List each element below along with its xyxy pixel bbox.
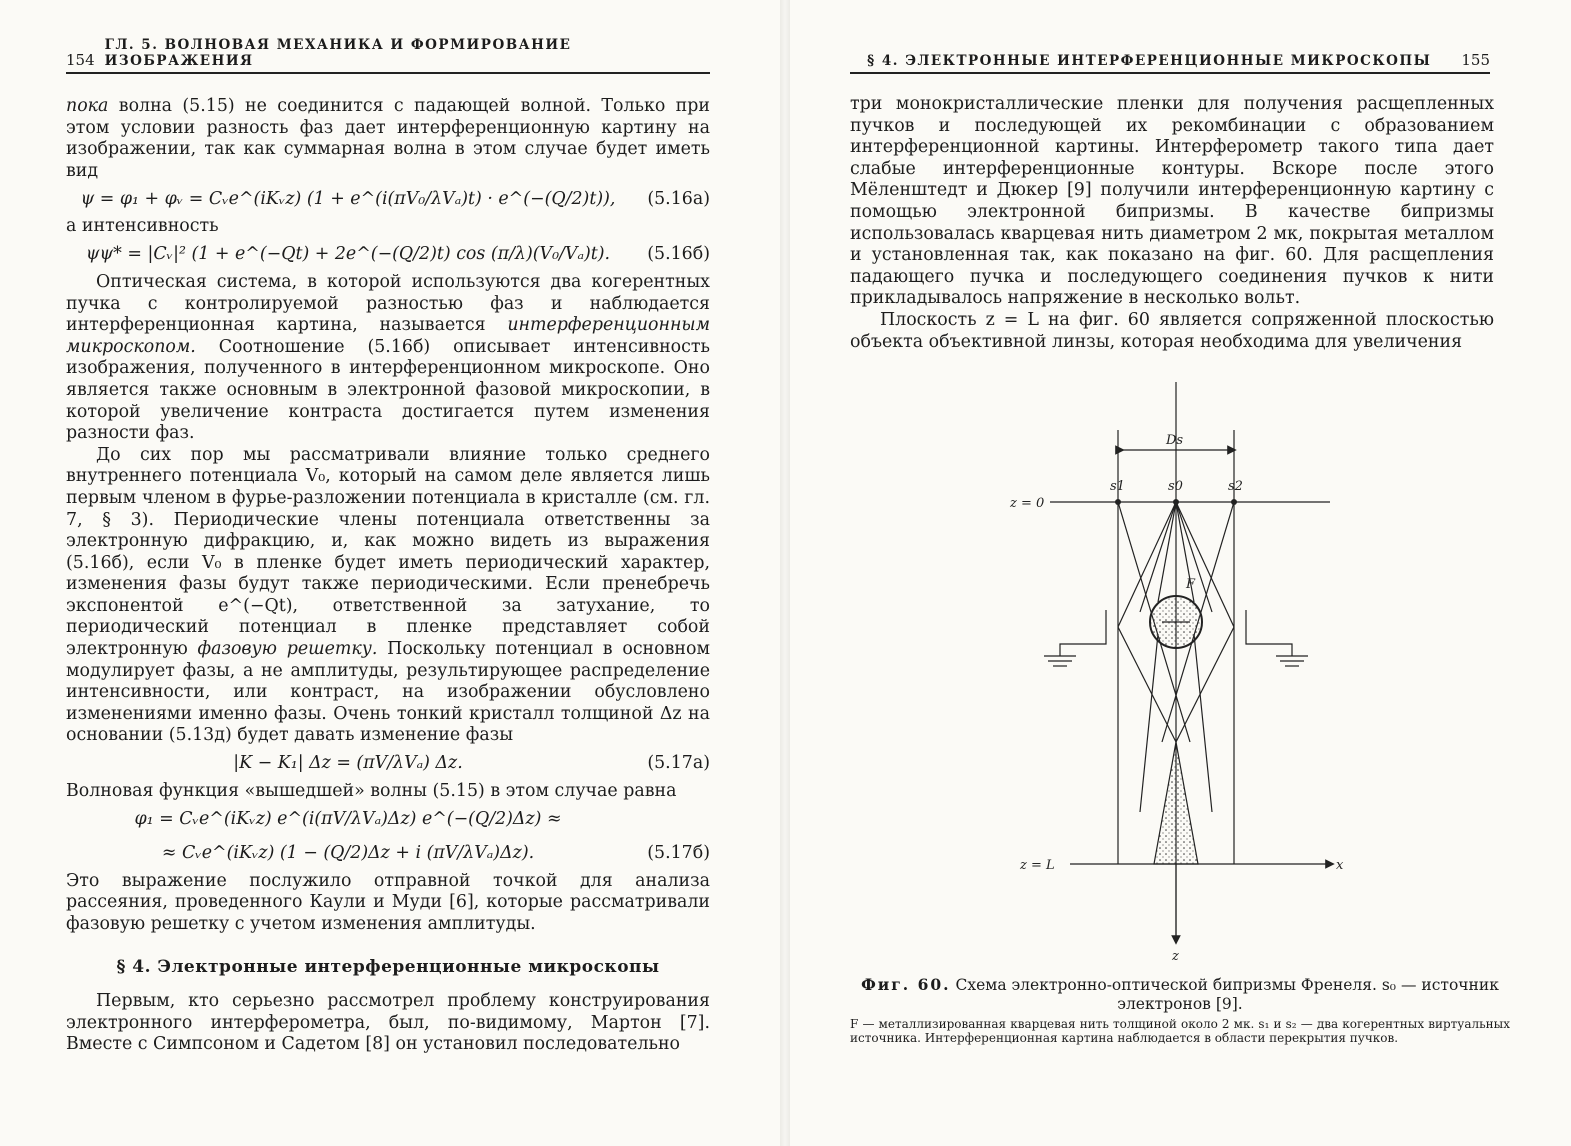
paragraph-text: Поскольку потенциал в основном модулирует фазы, а не амплитуды, результирующее распределение интенсивности, или контраст, на изображении обусловлено изменениями именно фазы. Очень тонкий кристалл толщиной Δz на основании (5.13д) будет давать изменение фазы [66, 639, 710, 746]
running-head-right [850, 46, 1490, 74]
paragraph [66, 272, 710, 445]
italic-term: фазовую решетку. [197, 639, 378, 660]
paragraph [66, 445, 710, 747]
paragraph: а интенсивность [66, 216, 219, 237]
left-page [0, 0, 780, 1146]
equation-5-16a [66, 182, 710, 216]
equation-formula: φ₁ = Cᵥe^(iKᵥz) e^(i(πV/λVₐ)Δz) e^(−(Q/2)Δz) ≈ [134, 808, 562, 829]
source-s0 [1173, 499, 1179, 505]
equation-formula: |K − K₁| Δz = (πV/λVₐ) Δz. [233, 753, 463, 774]
source-s1 [1115, 499, 1121, 505]
left-body-text [66, 96, 710, 1056]
label-z0: z = 0 [1010, 496, 1045, 511]
paragraph-text: До сих пор мы рассматривали влияние только среднего внутреннего потенциала V₀, который на самом деле является лишь первым членом в фурье-разложении потенциала в кристалле (см. гл. 7, § 3). Периодические члены потенциала ответственны за электронную дифракцию, и, как можно видеть из выражения (5.16б), если V₀ в пленке будет иметь периодический характер, изменения фазы будут также периодическими. Если пренебречь экспонентой e^(−Qt), ответственной за затухание, то периодический потенциал в пленке представляет собой электронную [66, 444, 710, 660]
label-F: F [1186, 577, 1196, 592]
section-title: § 4. Электронные интерференционные микроскопы [116, 957, 660, 978]
label-s1: s1 [1110, 479, 1125, 494]
equation-number: (5.16а) [647, 188, 710, 209]
figure-caption [850, 975, 1510, 1014]
page-number-right: 155 [1461, 51, 1490, 69]
biprism-figure [990, 372, 1410, 972]
equation-number: (5.17б) [647, 842, 710, 863]
label-Ds: Ds [1166, 433, 1184, 448]
paragraph-text: волна (5.15) не соединится с падающей волной. Только при этом условии разность фаз дает интерференционную картину на изображении, так как суммарная волна в этом случае будет иметь вид [66, 96, 710, 181]
label-z: z [1172, 949, 1179, 964]
figure-label: Фиг. 60. [861, 975, 951, 994]
paragraph: Волновая функция «вышедшей» волны (5.15) в этом случае равна [66, 781, 677, 802]
paragraph-text: Оптическая система, в которой используются два когерентных пучка с контролируемой разностью фаз и наблюдается интерференционная картина, называется [66, 271, 710, 336]
paragraph [66, 96, 710, 182]
label-s2: s2 [1228, 479, 1243, 494]
page-number-left: 154 [66, 51, 95, 69]
equation-5-17a [66, 747, 710, 781]
running-head-left [66, 37, 710, 74]
running-head-right-title: § 4. ЭЛЕКТРОННЫЕ ИНТЕРФЕРЕНЦИОННЫЕ МИКРОСКОПЫ [867, 53, 1432, 69]
equation-number: (5.16б) [647, 244, 710, 265]
italic-term: интерференционным микроскопом. [66, 315, 710, 357]
right-page [790, 0, 1571, 1146]
equation-formula: ψ = φ₁ + φᵥ = Cᵥe^(iKᵥz) (1 + e^(i(πV₀/λVₐ)t) · e^(−(Q/2)t)), [80, 188, 616, 209]
right-body-text [850, 94, 1494, 353]
paragraph: три монокристаллические пленки для получения расщепленных пучков и последующей их рекомбинации с образованием интерференционной картины. Интерферометр такого типа дает слабые интерференционные контуры. Вскоре после этого Мёленштедт и Дюкер [9] получили интерференционную картину с помощью электронной бипризмы. В качестве бипризмы использовалась кварцевая нить диаметром 2 мк, покрытая металлом и установленная так, как показано на фиг. 60. Для расщепления падающего пучка и последующего соединения пучков к нити прикладывалось напряжение в несколько вольт. [850, 94, 1494, 309]
italic-term: пока [66, 96, 109, 116]
equation-formula: ψψ* = |Cᵥ|² (1 + e^(−Qt) + 2e^(−(Q/2)t) cos (π/λ)(V₀/Vₐ)t). [85, 244, 611, 265]
book-gutter [780, 0, 790, 1146]
equation-5-17b-line2 [66, 837, 710, 871]
label-zL: z = L [1020, 858, 1055, 873]
overlap-region [1154, 742, 1198, 864]
paragraph: Плоскость z = L на фиг. 60 является сопряженной плоскостью объекта объективной линзы, которая необходима для увеличения [850, 309, 1494, 352]
equation-number: (5.17а) [647, 753, 710, 774]
equation-5-17b-line1 [66, 803, 710, 837]
equation-formula: ≈ Cᵥe^(iKᵥz) (1 − (Q/2)Δz + i (πV/λVₐ)Δz). [161, 842, 535, 863]
paragraph: Это выражение послужило отправной точкой для анализа рассеяния, проведенного Каули и Муди [6], которые рассматривали фазовую решетку с учетом изменения амплитуды. [66, 870, 710, 934]
figure-caption-note: F — металлизированная кварцевая нить толщиной около 2 мк. s₁ и s₂ — два когерентных виртуальных источника. Интерференционная картина наблюдается в области перекрытия пучков. [850, 1017, 1510, 1045]
figure-caption-text: Схема электронно-оптической бипризмы Френеля. s₀ — источник электронов [9]. [950, 976, 1499, 1013]
paragraph: Первым, кто серьезно рассмотрел проблему конструирования электронного интерферометра, был, по-видимому, Мартон [7]. Вместе с Симпсоном и Садетом [8] он установил последовательно [66, 991, 710, 1055]
source-s2 [1231, 499, 1237, 505]
label-s0: s0 [1168, 479, 1183, 494]
equation-5-16b [66, 238, 710, 272]
label-x: x [1336, 858, 1344, 873]
paragraph-text: Соотношение (5.16б) описывает интенсивность изображения, полученного в интерференционном микроскопе. Оно является также основным в электронной фазовой микроскопии, в которой увеличение контраста достигается путем изменения разности фаз. [66, 336, 710, 444]
running-head-left-title: ГЛ. 5. ВОЛНОВАЯ МЕХАНИКА И ФОРМИРОВАНИЕ ИЗОБРАЖЕНИЯ [104, 37, 572, 69]
